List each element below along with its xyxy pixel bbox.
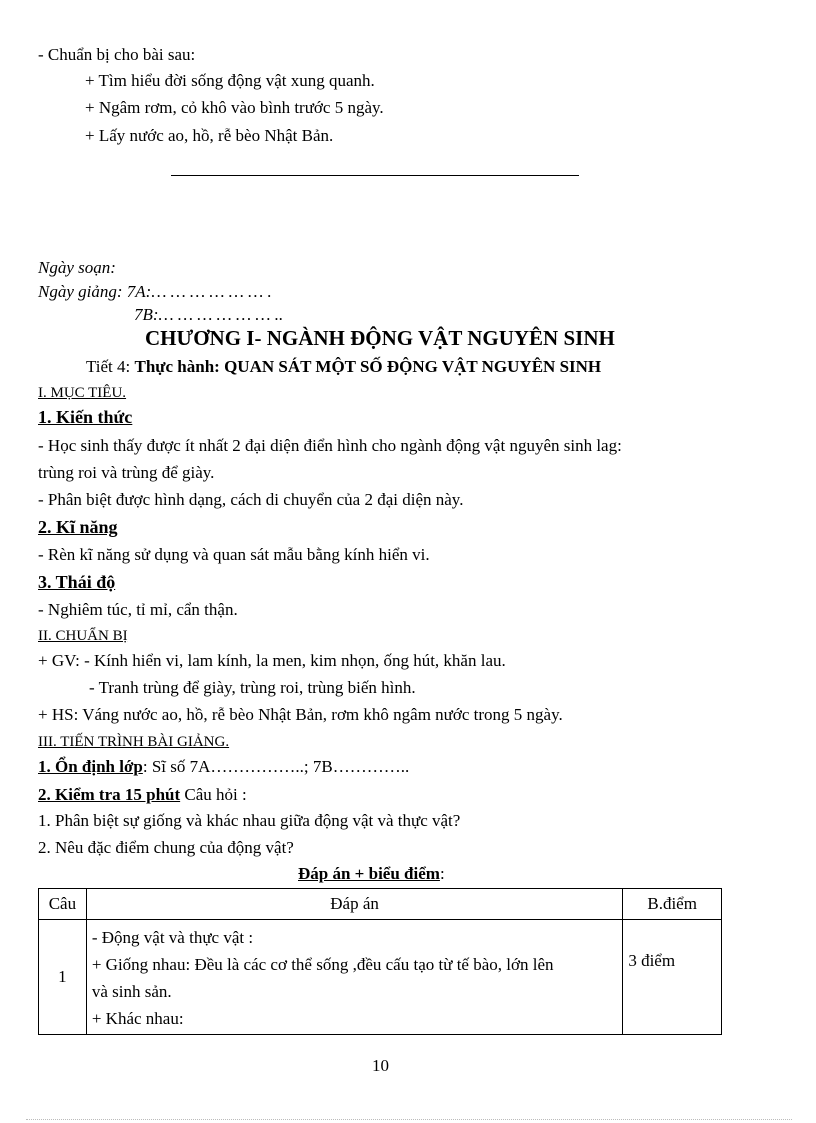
section-divider	[171, 175, 579, 176]
question-2: 2. Nêu đặc điểm chung của động vật?	[38, 838, 294, 857]
date-taught-7b: 7B:… … … … … … ..	[134, 305, 284, 324]
page-number: 10	[372, 1056, 389, 1075]
cell-b-diem: 3 điểm	[623, 920, 722, 1035]
stable-class-text: : Sĩ số 7A……………..; 7B…………..	[142, 757, 410, 776]
table-row	[39, 920, 722, 1035]
knowledge-line-2: trùng roi và trùng để giày.	[38, 463, 215, 482]
stable-class-title: 1. Ổn định lớp	[38, 757, 143, 776]
answer-table-caption-text: Đáp án + biểu điểm	[298, 864, 440, 883]
lesson-name: Thực hành: QUAN SÁT MỘT SỐ ĐỘNG VẬT NGUYÊN SINH	[134, 357, 602, 376]
test-text: Câu hỏi :	[180, 785, 247, 804]
prep-item-3: + Lấy nước ao, hồ, rễ bèo Nhật Bản.	[85, 126, 334, 145]
skill-title: 2. Kĩ năng	[38, 517, 118, 537]
gv-line-2: - Tranh trùng để giày, trùng roi, trùng biến hình.	[89, 678, 416, 697]
header-cau: Câu	[39, 889, 87, 920]
answer-line-1: - Động vật và thực vật :	[91, 928, 254, 947]
answer-table-caption	[298, 864, 445, 884]
answer-line-4: + Khác nhau:	[91, 1009, 184, 1028]
cell-dap-an	[86, 920, 622, 1035]
table-header-row	[39, 889, 722, 920]
cell-cau: 1	[39, 920, 87, 1035]
section-3-title: III. TIẾN TRÌNH BÀI GIẢNG.	[38, 734, 230, 750]
answer-line-3: và sinh sản.	[91, 982, 172, 1001]
prep-heading: - Chuẩn bị cho bài sau:	[38, 45, 196, 64]
header-dap-an: Đáp án	[86, 889, 622, 920]
date-prepared: Ngày soạn:	[38, 258, 116, 277]
answer-table	[38, 888, 722, 1035]
date-taught-7a: Ngày giảng: 7A:… … … … … … .	[38, 282, 272, 301]
answer-table-caption-colon: :	[439, 864, 445, 883]
hs-line: + HS: Váng nước ao, hồ, rễ bèo Nhật Bản, rơm khô ngâm nước trong 5 ngày.	[38, 705, 563, 724]
chapter-title: CHƯƠNG I- NGÀNH ĐỘNG VẬT NGUYÊN SINH	[145, 326, 615, 350]
lesson-title	[86, 357, 601, 377]
gv-line-1: + GV: - Kính hiển vi, lam kính, la men, kim nhọn, ống hút, khăn lau.	[38, 651, 506, 670]
section-2-title: II. CHUẨN BỊ	[38, 628, 128, 644]
page-bottom-edge	[26, 1119, 792, 1120]
attitude-title: 3. Thái độ	[38, 572, 116, 592]
skill-line: - Rèn kĩ năng sử dụng và quan sát mẫu bằng kính hiển vi.	[38, 545, 430, 564]
lesson-prefix: Tiết 4:	[86, 357, 135, 376]
attitude-line: - Nghiêm túc, tỉ mỉ, cẩn thận.	[38, 600, 238, 619]
test-line	[38, 785, 247, 805]
prep-item-1: + Tìm hiểu đời sống động vật xung quanh.	[85, 71, 375, 90]
knowledge-line-3: - Phân biệt được hình dạng, cách di chuyển của 2 đại diện này.	[38, 490, 464, 509]
answer-line-2: + Giống nhau: Đều là các cơ thể sống ,đều cấu tạo từ tế bào, lớn lên	[91, 955, 554, 974]
stable-class-line	[38, 757, 409, 777]
prep-item-2: + Ngâm rơm, cỏ khô vào bình trước 5 ngày.	[85, 98, 384, 117]
header-b-diem: B.điểm	[623, 889, 722, 920]
section-1-title: I. MỤC TIÊU.	[38, 385, 127, 401]
question-1: 1. Phân biệt sự giống và khác nhau giữa động vật và thực vật?	[38, 811, 461, 830]
knowledge-title: 1. Kiến thức	[38, 407, 133, 427]
test-title: 2. Kiểm tra 15 phút	[38, 785, 181, 804]
knowledge-line-1: - Học sinh thấy được ít nhất 2 đại diện điển hình cho ngành động vật nguyên sinh lag:	[38, 436, 622, 455]
